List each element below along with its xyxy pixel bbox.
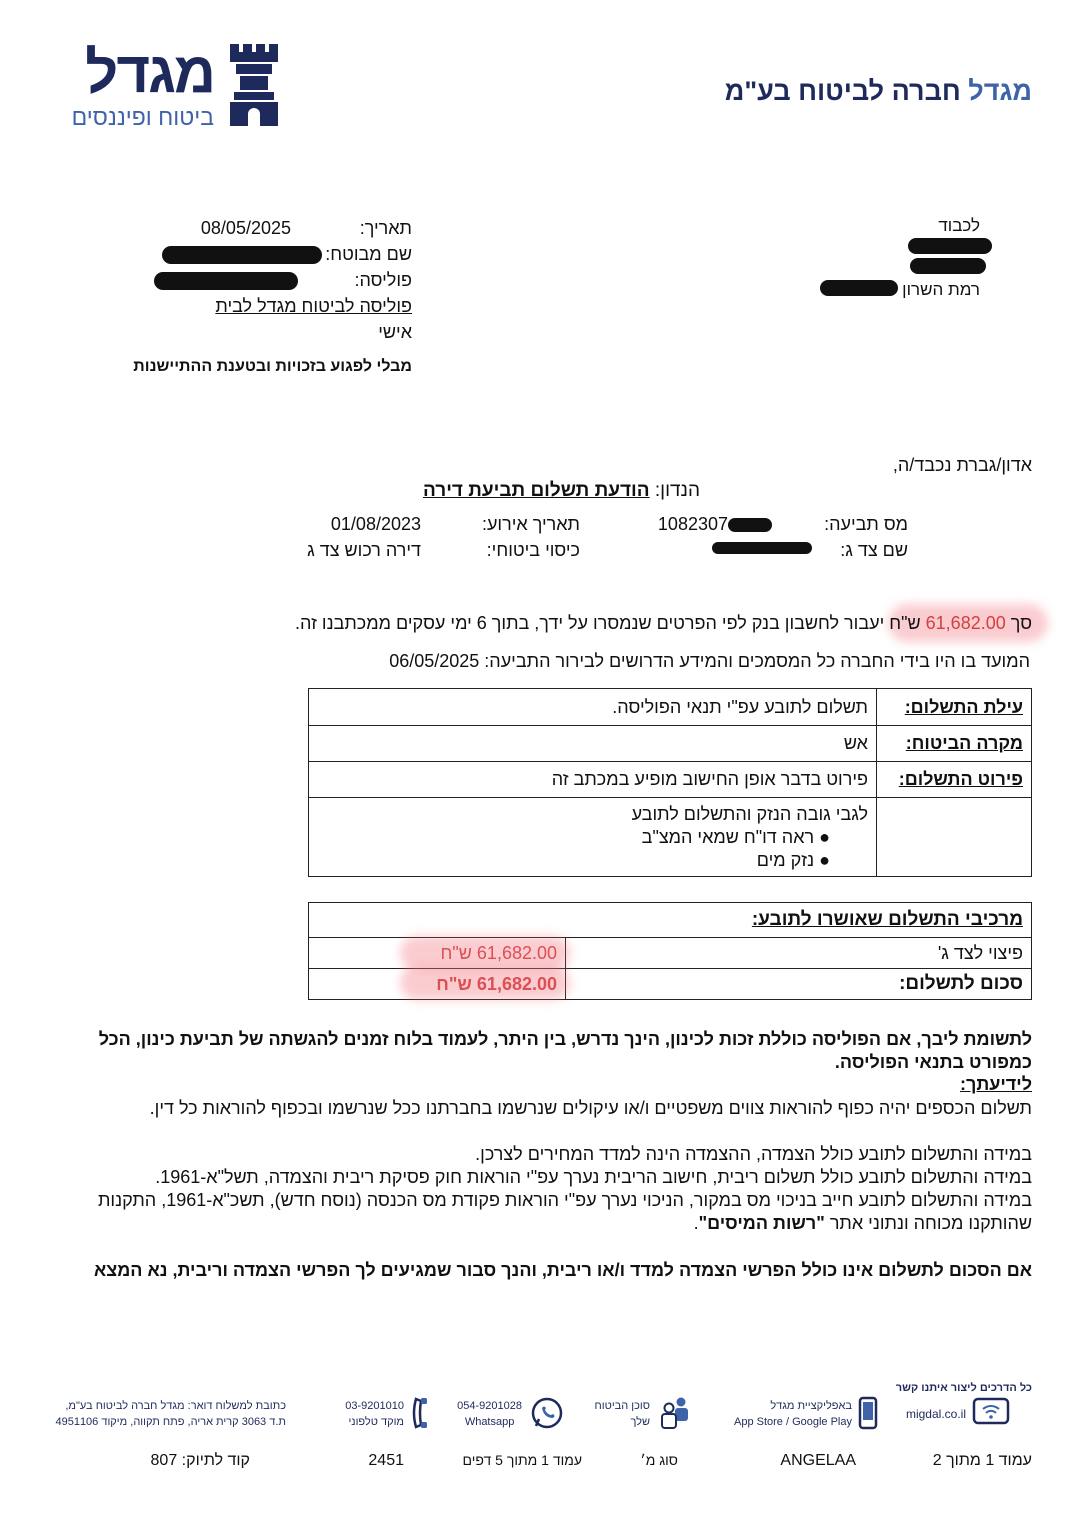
page-number: עמוד 1 מתוך 2 bbox=[932, 1452, 1032, 1469]
subject-line bbox=[423, 480, 700, 502]
app-block bbox=[734, 1398, 852, 1430]
interest-line: במידה והתשלום לתובע כולל תשלום ריבית, חישוב הריבית נערך עפ"י הוראות חוק פסיקת ריבית והצמדה, תשל"א-1961. bbox=[155, 1167, 1032, 1187]
subject-label: הנדון: bbox=[654, 480, 700, 501]
address-line1: כתובת למשלוח דואר: מגדל חברה לביטוח בע"מ, bbox=[65, 1400, 286, 1412]
pages-of: עמוד 1 מתוך 5 דפים bbox=[462, 1452, 582, 1468]
payment-row-label: פיצוי לצד ג' bbox=[566, 938, 1032, 969]
fyi-label: לידיעתך: bbox=[959, 1074, 1032, 1094]
event-date-value: 01/08/2023 bbox=[330, 514, 421, 534]
company-name bbox=[725, 76, 1032, 107]
user-id: ANGELAA bbox=[780, 1452, 856, 1469]
payment-total-label: סכום לתשלום: bbox=[566, 969, 1032, 1000]
fyi-text: תשלום הכספים יהיה כפוף להוראות צווים משפטיים ו/או עיקולים שנרשמו בחברתנו ככל שנרשמו ובכפוף להוראות כל דין. bbox=[149, 1098, 1032, 1118]
redacted-third-party bbox=[712, 542, 812, 554]
payment-title: מרכיבי התשלום שאושרו לתובע: bbox=[309, 903, 1032, 938]
claim-no-digits: 1082307 bbox=[657, 514, 728, 534]
notes-cell bbox=[309, 798, 877, 877]
wifi-icon bbox=[972, 1396, 1010, 1428]
row-label: עילת התשלום: bbox=[877, 689, 1032, 726]
recipient-city: רמת השרון bbox=[902, 280, 980, 299]
policy-type: אישי bbox=[378, 322, 412, 342]
table-row bbox=[309, 689, 1032, 726]
redacted-claim-suffix bbox=[728, 518, 772, 532]
tax-end: . bbox=[693, 1213, 699, 1233]
docs-date-sentence: המועד בו היו בידי החברה כל המסמכים והמידע הדרושים לבירור התביעה: 06/05/2025 bbox=[389, 651, 1030, 671]
redacted-address bbox=[910, 258, 986, 274]
doc-number: 2451 bbox=[368, 1452, 404, 1469]
whatsapp-number[interactable]: 054-9201028 bbox=[457, 1400, 522, 1412]
payment-total-value: 61,682.00 ש"ח bbox=[309, 969, 566, 1000]
phone-label: מוקד טלפוני bbox=[348, 1416, 404, 1428]
redacted-name bbox=[908, 238, 992, 254]
coverage-label: כיסוי ביטוחי: bbox=[486, 540, 580, 560]
agent-block bbox=[595, 1398, 650, 1430]
phone-block bbox=[345, 1398, 404, 1430]
logo-tagline: ביטוח ופיננסים bbox=[71, 104, 214, 130]
agent-icon bbox=[660, 1396, 692, 1430]
date-value: 08/05/2025 bbox=[200, 218, 291, 238]
note-text: ראה דו"ח שמאי המצ"ב bbox=[641, 826, 815, 847]
redacted-street bbox=[820, 280, 898, 296]
tax-line bbox=[46, 1189, 1032, 1235]
coverage-value: דירה רכוש צד ג bbox=[307, 540, 421, 560]
amount-sentence bbox=[295, 613, 1032, 634]
greeting: אדון/גברת נכבד/ה, bbox=[892, 455, 1032, 475]
doc-type: סוג מ׳ bbox=[640, 1452, 678, 1468]
claim-no-value bbox=[658, 514, 772, 535]
phone-number[interactable]: 03-9201010 bbox=[345, 1400, 404, 1412]
row-value: תשלום לתובע עפ"י תנאי הפוליסה. bbox=[309, 689, 877, 726]
attention-notice: לתשומת ליבך, אם הפוליסה כוללת זכות לכינון, הינך נדרש, בין היתר, לעמוד בלוח זמנים להגשתה של תביעת כינון, הכל כמפורט בתנאי הפוליסה. bbox=[98, 1029, 1032, 1072]
third-party-label: שם צד ג: bbox=[840, 540, 908, 560]
table-row bbox=[309, 903, 1032, 938]
file-code: קוד לתיוק: 807 bbox=[150, 1452, 250, 1469]
amount-prefix: סך bbox=[1010, 613, 1032, 633]
row-value: פירוט בדבר אופן החישוב מופיע במכתב זה bbox=[309, 762, 877, 798]
row-label: פירוט התשלום: bbox=[877, 762, 1032, 798]
payment-row-value: 61,682.00 ש"ח bbox=[309, 938, 566, 969]
event-date-label: תאריך אירוע: bbox=[481, 514, 580, 534]
app-line1: באפליקציית מגדל bbox=[770, 1400, 852, 1412]
tax-site: "רשות המיסים" bbox=[698, 1213, 825, 1233]
recipient-to: לכבוד bbox=[938, 216, 980, 235]
redacted-policy bbox=[154, 272, 298, 290]
whatsapp-icon bbox=[530, 1396, 564, 1430]
address-block bbox=[55, 1398, 286, 1430]
insured-label: שם מבוטח: bbox=[325, 244, 412, 264]
list-item: ● נזק מים bbox=[756, 849, 830, 870]
agent-line2: שלך bbox=[630, 1416, 650, 1428]
company-name-brand: מגדל bbox=[968, 76, 1032, 106]
policy-name: פוליסה לביטוח מגדל לבית bbox=[215, 296, 412, 316]
table-row bbox=[309, 726, 1032, 762]
company-name-rest: חברה לביטוח בע"מ bbox=[724, 76, 961, 106]
payment-value-highlight bbox=[400, 936, 570, 970]
row-value: אש bbox=[309, 726, 877, 762]
mobile-app-icon bbox=[858, 1396, 878, 1430]
row-label: מקרה הביטוח: bbox=[877, 726, 1032, 762]
whatsapp-label: Whatsapp bbox=[464, 1416, 515, 1428]
payment-total-highlight bbox=[400, 966, 570, 1000]
final-line: אם הסכום לתשלום אינו כולל הפרשי הצמדה למדד ו/או ריבית, והנך סבור שמגיעים לך הפרשי הצמדה וריבית, נא המצא bbox=[93, 1260, 1032, 1280]
details-table bbox=[308, 688, 1032, 877]
notes-title: לגבי גובה הנזק והתשלום לתובע bbox=[631, 803, 868, 824]
row-label-empty bbox=[877, 798, 1032, 877]
tower-logo-icon bbox=[230, 44, 278, 126]
amount-value: 61,682.00 bbox=[925, 613, 1006, 633]
date-label: תאריך: bbox=[359, 218, 412, 238]
amount-suffix: ש"ח יעבור לחשבון בנק לפי הפרטים שנמסרו על ידך, בתוך 6 ימי עסקים ממכתבנו זה. bbox=[295, 613, 921, 633]
note-text: נזק מים bbox=[756, 849, 815, 870]
index-line: במידה והתשלום לתובע כולל הצמדה, ההצמדה הינה למדד המחירים לצרכן. bbox=[475, 1144, 1032, 1164]
site-link[interactable]: migdal.co.il bbox=[905, 1407, 966, 1421]
logo-wordmark: מגדל bbox=[85, 40, 214, 105]
redacted-insured bbox=[162, 246, 322, 264]
whatsapp-block bbox=[457, 1398, 522, 1430]
table-row bbox=[309, 762, 1032, 798]
tax-text: במידה והתשלום לתובע חייב בניכוי מס במקור, הניכוי נערך עפ"י הוראות פקודת מס הכנסה (נוסח חדש), תשכ"א-1961, התקנות שהותקנו מכוחה ונתוני אתר bbox=[97, 1190, 1032, 1233]
claim-no-label: מס תביעה: bbox=[824, 514, 908, 534]
contact-title: כל הדרכים ליצור איתנו קשר bbox=[895, 1382, 1032, 1394]
subject-title: הודעת תשלום תביעת דירה bbox=[422, 480, 650, 501]
address-line2: ת.ד 3063 קרית אריה, פתח תקווה, מיקוד 4951106 bbox=[55, 1416, 286, 1428]
disclaimer: מבלי לפגוע בזכויות ובטענת ההתיישנות bbox=[133, 358, 412, 375]
phone-icon bbox=[412, 1396, 430, 1430]
table-row bbox=[309, 798, 1032, 877]
policy-label: פוליסה: bbox=[354, 270, 412, 290]
list-item: ● ראה דו"ח שמאי המצ"ב bbox=[641, 826, 830, 847]
app-line2: App Store / Google Play bbox=[733, 1416, 852, 1428]
agent-line1: סוכן הביטוח bbox=[594, 1400, 650, 1412]
